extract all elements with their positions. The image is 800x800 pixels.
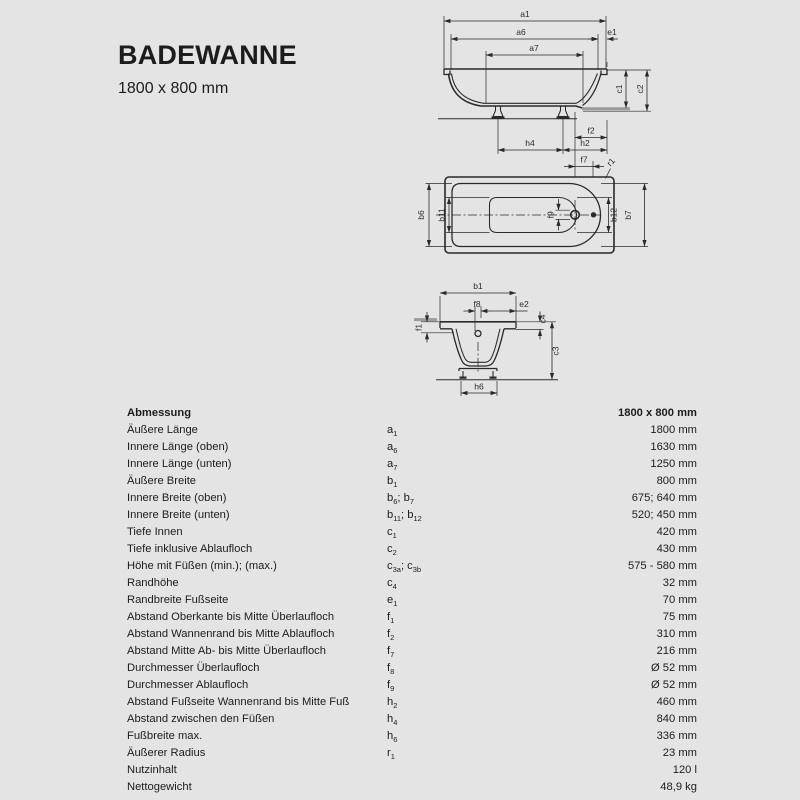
table-row (127, 727, 697, 744)
dimension-label: Abstand Fußseite Wannenrand bis Mitte Fuß (127, 695, 350, 708)
dimension-value: 1630 mm (650, 440, 697, 453)
overflow-hole (591, 212, 596, 217)
dimension-label: Nettogewicht (127, 780, 192, 793)
dimension-symbol: $b_1$ (387, 474, 398, 489)
dim-c1 (614, 70, 626, 108)
table-row (127, 574, 697, 591)
dimension-label: Abstand Oberkante bis Mitte Überlaufloch (127, 610, 335, 623)
dim-e1 (588, 27, 618, 39)
dimension-symbol: $r_1$ (387, 746, 395, 761)
dim-label-c4: c4 (537, 314, 548, 324)
dimension-value: 75 mm (662, 610, 697, 623)
dimension-value: 800 mm (656, 474, 697, 487)
dimension-label: Äußere Breite (127, 474, 197, 487)
dimension-symbol: $a_1$ (387, 423, 398, 438)
dim-label-f9: f9 (545, 211, 556, 219)
dim-c2 (635, 70, 647, 111)
dimension-symbol: $f_9$ (387, 678, 395, 693)
dim-c4 (516, 312, 556, 340)
dim-a6 (451, 27, 598, 39)
side-extension-lines (444, 16, 651, 177)
table-row (127, 591, 697, 608)
dimension-label: Randhöhe (127, 576, 179, 589)
dimension-label: Innere Länge (unten) (127, 457, 232, 470)
title-block (118, 40, 297, 98)
dimension-label: Durchmesser Ablaufloch (127, 678, 249, 691)
page-title: BADEWANNE (118, 40, 297, 70)
tub-foot-left (493, 107, 503, 117)
bathtub-top-outline (436, 177, 614, 253)
dimension-value: 32 mm (662, 576, 697, 589)
dimension-value: Ø 52 mm (650, 678, 697, 691)
dimension-symbol: $b_{11}$; $b_{12}$ (387, 508, 422, 523)
dimension-symbol: $c_1$ (387, 525, 397, 540)
dimension-value: 48,9 kg (660, 780, 697, 793)
dimension-symbol: $c_2$ (387, 542, 397, 557)
spec-table (127, 404, 697, 795)
dimension-value: 23 mm (662, 746, 697, 759)
dim-h6 (461, 381, 497, 396)
dim-label-f7: f7 (580, 154, 588, 165)
dimension-symbol: $f_8$ (387, 661, 395, 676)
dimension-label: Tiefe Innen (127, 525, 183, 538)
dimension-label: Fußbreite max. (127, 729, 203, 742)
dimension-value: 420 mm (656, 525, 697, 538)
table-row (127, 523, 697, 540)
dimension-value: 216 mm (656, 644, 697, 657)
dimension-symbol: $h_2$ (387, 695, 398, 710)
dim-e2 (493, 299, 529, 311)
dim-f7 (564, 155, 604, 167)
table-row (127, 455, 697, 472)
dim-h4 (498, 138, 563, 150)
dim-a1 (444, 9, 606, 21)
dimension-value: 70 mm (662, 593, 697, 606)
dim-a7 (486, 43, 583, 55)
dim-label-c1: c1 (614, 84, 624, 94)
dimension-symbol: $h_6$ (387, 729, 398, 744)
dim-b6 (416, 184, 452, 247)
dimension-symbol: $f_7$ (387, 644, 395, 659)
table-row (127, 608, 697, 625)
table-row (127, 761, 697, 778)
dimension-label: Äußere Länge (127, 423, 198, 436)
dim-label-b6: b6 (416, 210, 426, 220)
dimension-value: Ø 52 mm (650, 661, 697, 674)
dimension-label: Innere Länge (oben) (127, 440, 229, 453)
dimension-label: Nutzinhalt (127, 763, 177, 776)
dim-r1 (605, 156, 618, 179)
dimension-symbol: $c_4$ (387, 576, 397, 591)
dim-label-h2: h2 (580, 138, 590, 148)
table-row (127, 693, 697, 710)
table-header-label: Abmessung (127, 406, 192, 419)
dimension-label: Randbreite Fußseite (127, 593, 229, 606)
dimension-label: Abstand Wannenrand bis Mitte Ablaufloch (127, 627, 335, 640)
cross-section-drawing (414, 281, 561, 396)
dimension-label: Abstand zwischen den Füßen (127, 712, 275, 725)
dim-h2 (563, 138, 607, 150)
top-view-drawing (416, 155, 648, 254)
table-row (127, 659, 697, 676)
table-row (127, 472, 697, 489)
dimension-value: 520; 450 mm (631, 508, 697, 521)
dimension-label: Höhe mit Füßen (min.); (max.) (127, 559, 277, 572)
dimension-symbol: $e_1$ (387, 593, 398, 608)
dim-label-a1: a1 (520, 9, 530, 19)
spec-table-body (127, 421, 697, 795)
dimension-label: Innere Breite (oben) (127, 491, 227, 504)
dimension-symbol: $f_1$ (387, 610, 395, 625)
dim-label-c2: c2 (635, 84, 645, 94)
dim-label-c3: c3 (550, 346, 561, 356)
table-row (127, 489, 697, 506)
dimension-label: Innere Breite (unten) (127, 508, 230, 521)
dimension-symbol: $a_6$ (387, 440, 398, 455)
dim-label-f8: f8 (473, 299, 481, 309)
dim-label-e1: e1 (607, 27, 617, 37)
side-view-drawing (438, 9, 651, 177)
dimension-label: Tiefe inklusive Ablaufloch (127, 542, 253, 555)
table-row (127, 421, 697, 438)
dimension-value: 460 mm (656, 695, 697, 708)
technical-drawings (410, 0, 670, 410)
dim-label-f1: f1 (413, 323, 424, 332)
dim-label-r1: r1 (604, 155, 618, 169)
table-row (127, 506, 697, 523)
overflow-hole-section (475, 331, 481, 337)
dimension-value: 430 mm (656, 542, 697, 555)
dimension-symbol: $c_{3a}$; $c_{3b}$ (387, 559, 422, 574)
dim-label-b11: b11 (436, 208, 447, 222)
dim-label-a7: a7 (529, 43, 539, 53)
dimension-symbol: $a_7$ (387, 457, 398, 472)
dimension-value: 336 mm (656, 729, 697, 742)
dim-label-a6: a6 (516, 27, 526, 37)
table-row (127, 540, 697, 557)
dim-label-h6: h6 (474, 381, 484, 392)
dimension-symbol: $b_6$; $b_7$ (387, 491, 415, 506)
dimension-value: 120 l (672, 763, 697, 776)
section-feet (463, 371, 493, 377)
dimension-symbol: $f_2$ (387, 627, 395, 642)
dimension-label: Abstand Mitte Ab- bis Mitte Überlaufloch (127, 644, 326, 657)
dim-f1 (414, 312, 455, 343)
dim-c3 (551, 322, 561, 380)
dim-label-b7: b7 (623, 210, 633, 220)
dimension-value: 575 - 580 mm (627, 559, 697, 572)
dimension-symbol: $h_4$ (387, 712, 398, 727)
tub-foot-right (558, 107, 568, 117)
dim-f8 (464, 299, 493, 331)
dimension-value: 310 mm (656, 627, 697, 640)
dim-label-b12: b12 (608, 207, 619, 223)
table-row (127, 625, 697, 642)
table-header-value: 1800 x 800 mm (618, 406, 697, 419)
dimension-value: 675; 640 mm (631, 491, 697, 504)
table-row (127, 557, 697, 574)
dim-label-e2: e2 (519, 299, 529, 309)
page-subtitle: 1800 x 800 mm (118, 80, 229, 97)
dimension-value: 1800 mm (650, 423, 697, 436)
dim-label-h4: h4 (525, 138, 535, 148)
dimension-value: 840 mm (656, 712, 697, 725)
table-row (127, 676, 697, 693)
dim-label-f2: f2 (587, 125, 595, 136)
table-row (127, 778, 697, 795)
dim-f2 (575, 126, 607, 138)
table-row (127, 744, 697, 761)
table-row (127, 710, 697, 727)
table-row (127, 642, 697, 659)
dimension-label: Äußerer Radius (127, 746, 206, 759)
table-row (127, 438, 697, 455)
dim-label-b1: b1 (473, 281, 483, 291)
dimension-value: 1250 mm (650, 457, 697, 470)
table-header-row (127, 404, 697, 421)
dimension-label: Durchmesser Überlaufloch (127, 661, 260, 674)
